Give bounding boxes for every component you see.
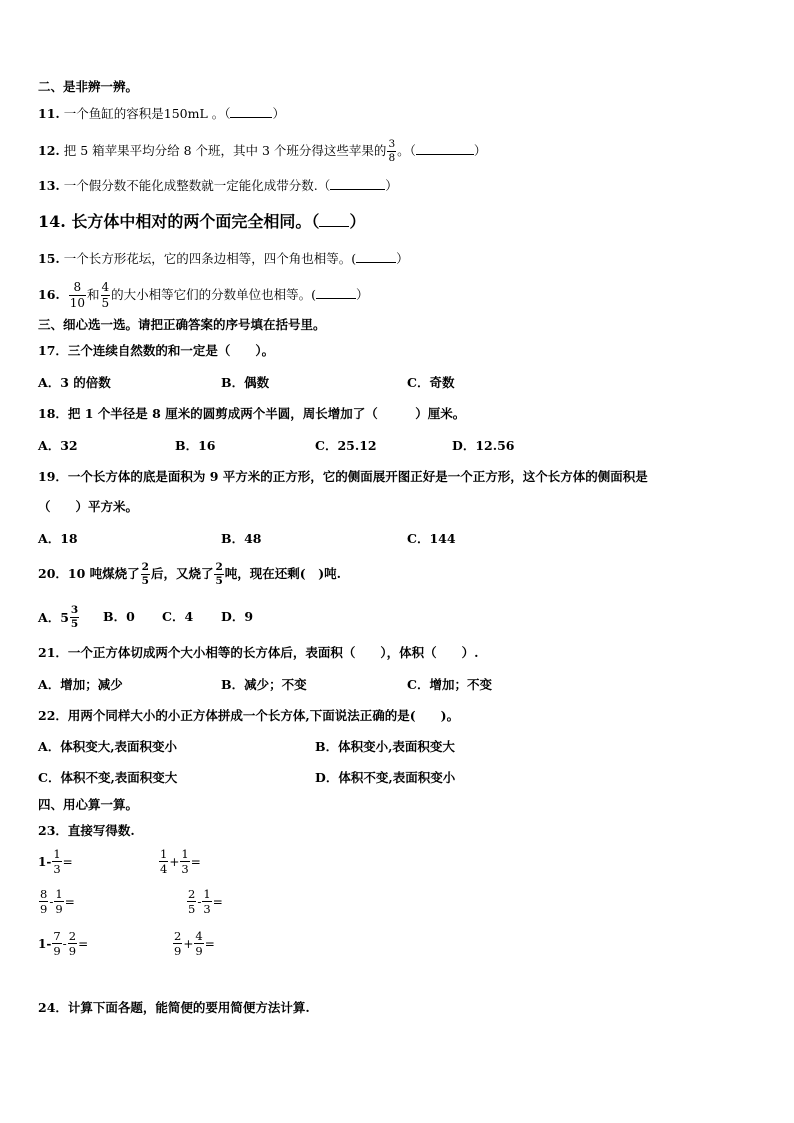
option-a[interactable]: A．18 [38, 531, 78, 546]
answer-blank[interactable] [356, 250, 396, 263]
fraction: $\frac{3}{5}$ [70, 604, 79, 630]
question-16: 16. $\frac{8}{10}$ 和 $\frac{4}{5}$ 的大小相等它们的分数单位也相等。( ） [38, 280, 369, 310]
calc-expression-2: $\frac{1}{4}$ + $\frac{1}{3}$ = [160, 847, 201, 876]
question-20: 20．10 吨煤烧了 $\frac{2}{5}$ 后，又烧了 $\frac{2}{5}$ 吨，现在还剩( )吨. [38, 561, 341, 587]
fraction: $\frac{2}{5}$ [215, 561, 223, 587]
answer-blank[interactable] [319, 212, 349, 227]
option-c[interactable]: C．奇数 [407, 375, 455, 390]
option-b[interactable]: B．减少；不变 [221, 677, 307, 692]
question-24: 24．计算下面各题，能简便的要用简便方法计算. [38, 1000, 310, 1015]
question-13: 13. 一个假分数不能化成整数就一定能化成带分数.（ ） [38, 178, 398, 193]
option-c[interactable]: C．增加；不变 [407, 677, 492, 692]
option-b[interactable]: B．体积变小,表面积变大 [315, 739, 455, 754]
question-19-line1: 19．一个长方体的底是面积为 9 平方米的正方形，它的侧面展开图正好是一个正方形，这个长方体的侧面积是 [38, 469, 648, 484]
answer-blank[interactable] [316, 286, 356, 299]
calc-expression-3: $\frac{8}{9}$ - $\frac{1}{9}$ = [40, 887, 75, 916]
fraction: $\frac{8}{10}$ [69, 280, 85, 310]
option-a[interactable]: A．3 的倍数 [38, 375, 111, 390]
calc-expression-5: 1- $\frac{7}{9}$ - $\frac{2}{9}$ = [38, 929, 89, 958]
option-a[interactable]: A．32 [38, 438, 78, 453]
option-b[interactable]: B．偶数 [221, 375, 270, 390]
fraction: $\frac{4}{5}$ [101, 280, 110, 310]
option-d[interactable]: D．9 [221, 609, 254, 624]
section2-title: 二、是非辨一辨。 [38, 79, 139, 94]
option-a[interactable]: A．体积变大,表面积变小 [38, 739, 178, 754]
calc-expression-4: $\frac{2}{5}$ - $\frac{1}{3}$ = [188, 887, 223, 916]
question-15: 15. 一个长方形花坛，它的四条边相等，四个角也相等。( ） [38, 251, 409, 266]
option-c[interactable]: C．体积不变,表面积变大 [38, 770, 178, 785]
section3-title: 三、细心选一选。请把正确答案的序号填在括号里。 [38, 317, 326, 332]
option-b[interactable]: B．48 [221, 531, 262, 546]
question-17: 17．三个连续自然数的和一定是（ ）。 [38, 343, 275, 358]
calc-expression-6: $\frac{2}{9}$ + $\frac{4}{9}$ = [174, 929, 215, 958]
question-11: 11. 一个鱼缸的容积是150mL 。（ ） [38, 106, 285, 121]
option-a[interactable]: A．5 $\frac{3}{5}$ [38, 604, 79, 630]
question-12: 12. 把 5 箱苹果平均分给 8 个班，其中 3 个班分得这些苹果的 $\frac{3}{8}$ 。（ ） [38, 138, 487, 164]
answer-blank[interactable] [416, 142, 474, 155]
answer-blank[interactable] [330, 177, 385, 190]
option-a[interactable]: A．增加；减少 [38, 677, 123, 692]
question-19-line2: （ ）平方米。 [38, 499, 139, 514]
option-c[interactable]: C．4 [162, 609, 194, 624]
question-18: 18．把 1 个半径是 8 厘米的圆剪成两个半圆，周长增加了（ ）厘米。 [38, 406, 466, 421]
question-14: 14. 长方体中相对的两个面完全相同。（ ） [38, 212, 366, 231]
fraction: $\frac{2}{5}$ [141, 561, 149, 587]
question-23: 23．直接写得数. [38, 823, 135, 838]
option-c[interactable]: C．144 [407, 531, 456, 546]
option-c[interactable]: C．25.12 [315, 438, 377, 453]
option-d[interactable]: D．体积不变,表面积变小 [315, 770, 456, 785]
answer-blank[interactable] [230, 105, 272, 118]
question-21: 21．一个正方体切成两个大小相等的长方体后，表面积（ ），体积（ ）. [38, 645, 479, 660]
calc-expression-1: 1- $\frac{1}{3}$ = [38, 847, 73, 876]
option-b[interactable]: B．0 [103, 609, 135, 624]
section4-title: 四、用心算一算。 [38, 797, 139, 812]
option-b[interactable]: B．16 [175, 438, 216, 453]
fraction: $\frac{3}{8}$ [388, 138, 396, 164]
option-d[interactable]: D．12.56 [452, 438, 515, 453]
question-22: 22．用两个同样大小的小正方体拼成一个长方体,下面说法正确的是( )。 [38, 708, 460, 723]
